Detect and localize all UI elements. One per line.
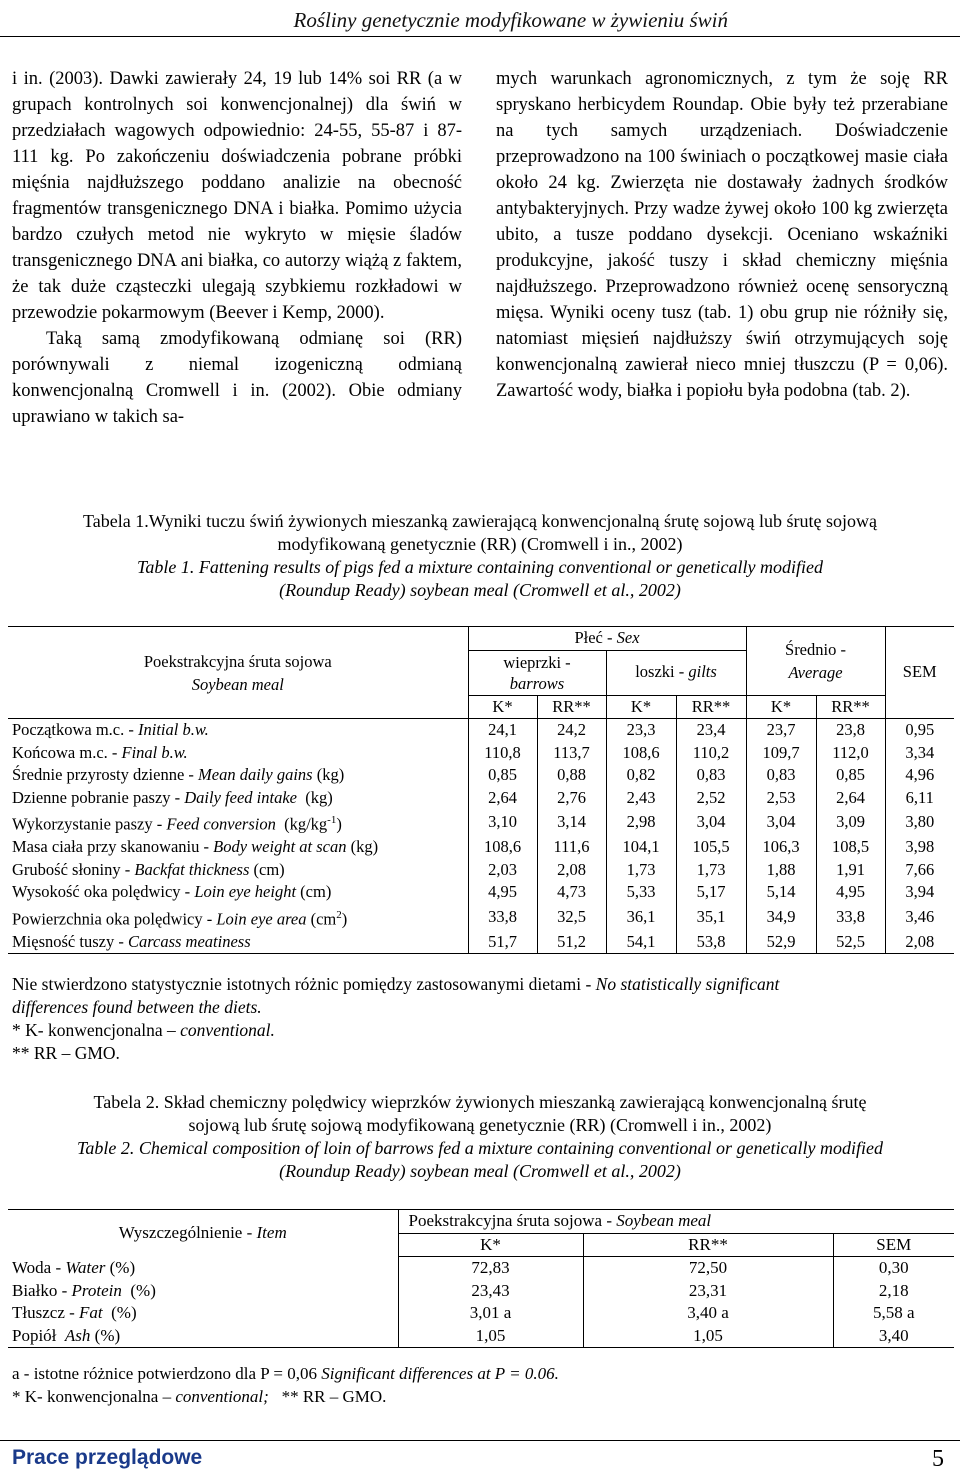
- table1-rr-average: RR**: [816, 695, 885, 719]
- table1-row-label: [8, 764, 468, 787]
- table1-row-label: [8, 904, 468, 931]
- table1-cell: 33,8: [816, 904, 885, 931]
- row-label-en: Daily feed intake: [184, 787, 297, 807]
- row-label-sup: 2: [336, 908, 342, 921]
- table1-cell: 32,5: [537, 904, 606, 931]
- table2-note-2-pl: * K- konwencjonalna –: [12, 1387, 176, 1406]
- row-label-unit: (kg): [346, 837, 379, 856]
- row-label-en: Ash: [64, 1325, 91, 1345]
- table2-note-1-pl: a - istotne różnice potwierdzono dla P = 0,06: [12, 1364, 322, 1383]
- row-label-pl: Wykorzystanie paszy -: [12, 814, 167, 834]
- page-footer: [0, 1440, 960, 1479]
- table1-cell: 111,6: [537, 836, 606, 859]
- table1-cell: 52,5: [816, 931, 885, 954]
- table1-cell: 108,6: [468, 836, 537, 859]
- table1-cell: 35,1: [676, 904, 746, 931]
- running-header: [0, 0, 960, 38]
- row-label-unit: (%): [102, 1303, 137, 1322]
- row-label-en: Initial b.w.: [138, 720, 209, 739]
- table2-cell: 1,05: [583, 1325, 833, 1348]
- table1-cell: 3,34: [905, 742, 935, 762]
- table1-cell: 3,14: [537, 809, 606, 836]
- table1-gilts-header: [606, 650, 746, 695]
- table1-cell: 2,43: [606, 787, 676, 810]
- table1-note-1-cont: differences found between the diets.: [12, 997, 262, 1017]
- table2-note-2-rest: ** RR – GMO.: [268, 1387, 387, 1406]
- table1-average-header: [746, 627, 885, 696]
- table2-cell: 72,50: [583, 1257, 833, 1280]
- row-label-unit: (cm): [249, 859, 285, 879]
- table1-row: [8, 787, 954, 810]
- table2-sem-header: SEM: [833, 1233, 954, 1257]
- table1-caption-pl-1: Tabela 1.Wyniki tuczu świń żywionych mieszanką zawierającą konwencjonalną śrutę sojową lub śrutę sojową: [83, 511, 877, 531]
- table1-cell: 23,7: [746, 719, 816, 742]
- table1-cell: 0,82: [606, 764, 676, 787]
- row-label-en: Loin eye height: [194, 882, 297, 901]
- header-rule: [0, 36, 960, 37]
- table1-cell: 2,53: [746, 787, 816, 810]
- table1-cell: 1,91: [816, 859, 885, 882]
- table1-row: [8, 859, 954, 882]
- left-paragraph-1: i in. (2003). Dawki zawierały 24, 19 lub 14% soi RR (a w grupach kontrolnych soi konwencjonalnej) dla świń w przedziałach wagowych odpowiednio: 24-55, 55-87 i 87-111 kg. Po zakończeniu doświadczenia pobrane próbki mięśnia najdłuższego poddano analizie na obecność fragmentów transgenicznego DNA i białka. Pomimo użycia bardzo czułych metod nie wykryto w mięsie śladów transgenicznego DNA ani białka, co autorzy wiążą z faktem, że tak duże cząsteczki ulegają szybkiemu rozkładowi w przewodzie pokarmowym (Beever i Kemp, 2000).: [12, 69, 462, 323]
- row-label-pl: Mięsność tuszy -: [12, 931, 128, 951]
- table2-body: [8, 1257, 954, 1348]
- table1-cell: 2,76: [537, 787, 606, 810]
- table1-cell: 1,88: [746, 859, 816, 882]
- page-number: 5: [932, 1446, 944, 1472]
- table1-barrows-pl: wieprzki -: [503, 652, 571, 672]
- row-label-pl: Początkowa m.c. -: [12, 720, 138, 739]
- table1-cell: 113,7: [537, 742, 606, 765]
- table1-cell: 105,5: [676, 836, 746, 859]
- row-label-en: Mean daily gains: [198, 765, 313, 784]
- row-label-unit: (kg): [312, 765, 345, 784]
- table1-cell: 2,08: [537, 859, 606, 882]
- table2-row-label: [8, 1325, 398, 1348]
- table1-note-1-pl: Nie stwierdzono statystycznie istotnych różnic pomiędzy zastosowanymi dietami -: [12, 974, 596, 994]
- table1-k-average: K*: [746, 695, 816, 719]
- row-label-pl: Białko -: [12, 1280, 72, 1300]
- table1-row-label: [8, 931, 468, 954]
- table1-k-barrows: K*: [468, 695, 537, 719]
- left-paragraph-2: Taką samą zmodyfikowaną odmianę soi (RR) porównywali z niemal izogeniczną odmianą konwencjonalną Cromwell i in. (2002). Obie odmiany uprawiano w takich sa-: [12, 329, 462, 427]
- row-label-en: Backfat thickness: [134, 859, 250, 879]
- table1-cell: 2,08: [885, 931, 954, 954]
- table1-cell: 3,10: [468, 809, 537, 836]
- row-label-unit: (kg): [296, 787, 333, 807]
- table1-cell: 51,2: [537, 931, 606, 954]
- table2-meal-en: Soybean meal: [616, 1211, 712, 1230]
- table1-cell: 106,3: [746, 836, 816, 859]
- row-label-en: Feed conversion: [166, 814, 276, 834]
- table2-row-label: [8, 1257, 398, 1280]
- row-label-en: Fat: [79, 1303, 103, 1322]
- table1-cell: 104,1: [606, 836, 676, 859]
- table1-cell: 3,09: [816, 809, 885, 836]
- table2-note-1: [12, 1362, 948, 1385]
- table1-cell: 0,88: [537, 764, 606, 787]
- table1-notes: [12, 973, 948, 1065]
- table2-note-1-en: Significant differences at P = 0.06.: [321, 1364, 559, 1383]
- row-label-unit: (%): [105, 1257, 136, 1277]
- table2-caption: [0, 1091, 960, 1183]
- table1-note-2-en: conventional.: [180, 1020, 275, 1040]
- row-label-pl: Średnie przyrosty dzienne -: [12, 765, 199, 784]
- table1-cell: 3,04: [746, 809, 816, 836]
- table1-cell: 6,11: [905, 787, 934, 807]
- table1-row: [8, 764, 954, 787]
- table1-cell: 2,03: [468, 859, 537, 882]
- table2-row-label: [8, 1302, 398, 1325]
- table1-note-1: [12, 973, 948, 996]
- table2-caption-en-1: Table 2. Chemical composition of loin of barrows fed a mixture containing conventional or genetically modified: [77, 1138, 883, 1158]
- table1-cell: 5,33: [606, 881, 676, 904]
- table1-sex-en: Sex: [616, 628, 640, 647]
- table1-row: [8, 836, 954, 859]
- table1-row-label: [8, 742, 468, 765]
- table1-cell: 110,8: [468, 742, 537, 765]
- table2: [8, 1209, 954, 1348]
- table2-item-en: Item: [256, 1223, 287, 1242]
- table1-gilts-pl: loszki -: [635, 662, 689, 682]
- table1-cell: 5,17: [676, 881, 746, 904]
- footer-rule: [0, 1440, 960, 1441]
- table1-cell: 4,95: [468, 881, 537, 904]
- table1-barrows-en: barrows: [509, 673, 565, 693]
- table1-cell: 0,83: [676, 764, 746, 787]
- table1-cell: 23,3: [606, 719, 676, 742]
- table1-row: [8, 809, 954, 836]
- table1-note-2: [12, 1019, 948, 1042]
- table2-note-2-en: conventional;: [175, 1387, 269, 1406]
- table1: [8, 626, 954, 954]
- table2-row: [8, 1325, 954, 1348]
- row-label-unit: (cm: [306, 909, 337, 928]
- row-label-pl: Końcowa m.c. -: [12, 742, 122, 762]
- row-label-pl: Wysokość oka polędwicy -: [12, 882, 195, 901]
- table2-rr-header: RR**: [583, 1233, 833, 1257]
- table1-cell: 1,73: [606, 859, 676, 882]
- row-label-sup: -1: [327, 814, 337, 826]
- table1-cell: 3,46: [905, 906, 935, 926]
- table1-cell: 34,9: [746, 904, 816, 931]
- table1-cell: 0,85: [816, 764, 885, 787]
- table1-cell: 23,8: [816, 719, 885, 742]
- table1-cell: 53,8: [676, 931, 746, 954]
- table1-k-gilts: K*: [606, 695, 676, 719]
- table1-cell: 109,7: [746, 742, 816, 765]
- row-label-pl: Woda -: [12, 1257, 66, 1277]
- table1-cell: 2,98: [606, 809, 676, 836]
- table1-cell: 1,73: [676, 859, 746, 882]
- table1-cell: 3,04: [676, 809, 746, 836]
- row-label-pl: Powierzchnia oka polędwicy -: [12, 909, 217, 928]
- table1-row: [8, 719, 954, 742]
- table1-caption-pl-2: modyfikowaną genetycznie (RR) (Cromwell i in., 2002): [277, 534, 683, 554]
- table1-cell: 0,83: [746, 764, 816, 787]
- table1-gilts-en: gilts: [688, 662, 717, 682]
- table2-item-pl: Wyszczególnienie -: [118, 1223, 257, 1242]
- table1-row: [8, 931, 954, 954]
- table1-row-label: [8, 859, 468, 882]
- table1-row: [8, 881, 954, 904]
- table1-cell: 33,8: [468, 904, 537, 931]
- table2-note-2: [12, 1385, 948, 1408]
- row-label-en: Carcass meatiness: [127, 931, 251, 951]
- row-label-pl: Dzienne pobranie paszy -: [12, 787, 185, 807]
- table1-cell: 24,2: [537, 719, 606, 742]
- row-label-unit: (cm): [296, 882, 332, 901]
- table1-cell: 52,9: [746, 931, 816, 954]
- table1-body: [8, 719, 954, 954]
- table1-cell: 108,6: [606, 742, 676, 765]
- table2-item-header: [8, 1210, 398, 1257]
- row-label-unit: (kg/kg: [275, 814, 328, 834]
- body-column-left: [12, 66, 462, 430]
- table2-cell: 0,30: [878, 1258, 909, 1277]
- table2-row: [8, 1280, 954, 1303]
- table1-sex-pl: Płeć -: [574, 628, 617, 647]
- table2-row: [8, 1257, 954, 1280]
- table1-cell: 108,5: [816, 836, 885, 859]
- table2-cell: 3,40 a: [583, 1302, 833, 1325]
- table2-cell: 72,83: [398, 1257, 583, 1280]
- row-label-pl: Tłuszcz -: [12, 1303, 80, 1322]
- table1-note-2-pl: * K- konwencjonalna –: [12, 1020, 181, 1040]
- table1-cell: 36,1: [606, 904, 676, 931]
- row-label-en: Water: [65, 1257, 106, 1277]
- row-label-en: Body weight at scan: [213, 837, 347, 856]
- table2-cell: 23,43: [398, 1280, 583, 1303]
- journal-section-name: Prace przeglądowe: [12, 1446, 203, 1469]
- table1-cell: 112,0: [816, 742, 885, 765]
- table1-cell: 3,80: [905, 812, 935, 832]
- table1-cell: 4,95: [816, 881, 885, 904]
- table1-barrows-header: [468, 650, 606, 695]
- row-label-pl: Grubość słoniny -: [12, 859, 135, 879]
- table1-cell: 0,95: [885, 719, 954, 742]
- table2-cell: 5,58 a: [872, 1303, 915, 1322]
- table1-item-header-pl: Poekstrakcyjna śruta sojowa: [143, 651, 332, 671]
- table1-cell: 23,4: [676, 719, 746, 742]
- right-paragraph-1: mych warunkach agronomicznych, z tym że soję RR spryskano herbicydem Roundap. Obie były też przerabiane na tych samych urządzeniach. Doświadczenie przeprowadzono na 100 świniach o początkowej masie ciała około 24 kg. Zwierzęta nie dostawały żadnych środków antybakteryjnych. Przy wadze żywej około 100 kg zwierzęta ubito, a tusze poddano dysekcji. Oceniano wskaźniki produkcyjne, jakość tuszy i skład chemiczny mięśnia najdłuższego. Przeprowadzono również ocenę sensoryczną mięsa. Wyniki oceny tusz (tab. 1) obu grup nie różniły się, natomiast mięsień najdłuższy świń otrzymujących soję konwencjonalną zawierał nieco mniej tłuszczu (P = 0,06). Zawartość wody, białka i popiołu była podobna (tab. 2).: [496, 69, 948, 401]
- table1-cell: 4,73: [537, 881, 606, 904]
- table1-cell: 2,64: [468, 787, 537, 810]
- table1-sem-header: SEM: [885, 627, 954, 719]
- table1-item-header: [8, 627, 468, 719]
- row-label-en: Loin eye area: [216, 909, 307, 928]
- table1-cell: 7,66: [905, 859, 935, 879]
- row-label-pl: Masa ciała przy skanowaniu -: [12, 837, 214, 856]
- table2-meal-pl: Poekstrakcyjna śruta sojowa -: [408, 1211, 617, 1230]
- table2-caption-pl-2: sojową lub śrutę sojową modyfikowaną genetycznie (RR) (Cromwell i in., 2002): [188, 1115, 772, 1135]
- table1-cell: 3,94: [905, 882, 935, 901]
- table1-caption: [0, 510, 960, 602]
- table1-row-label: [8, 719, 468, 742]
- table1-row-label: [8, 787, 468, 810]
- table2-cell: 2,18: [878, 1280, 909, 1300]
- row-label-unit-close: ): [336, 814, 342, 834]
- table1-cell: 0,85: [468, 764, 537, 787]
- table1-caption-en-2: (Roundup Ready) soybean meal (Cromwell et al., 2002): [279, 580, 681, 600]
- table1-row: [8, 742, 954, 765]
- table2-k-header: K*: [398, 1233, 583, 1257]
- table1-cell: 51,7: [468, 931, 537, 954]
- table1-cell: 54,1: [606, 931, 676, 954]
- row-label-pl: Popiół: [12, 1325, 65, 1345]
- table1-cell: 110,2: [676, 742, 746, 765]
- table1-caption-en-1: Table 1. Fattening results of pigs fed a mixture containing conventional or genetically modified: [137, 557, 823, 577]
- table1-row-label: [8, 809, 468, 836]
- row-label-unit: (%): [90, 1325, 121, 1345]
- row-label-en: Final b.w.: [121, 742, 188, 762]
- table1-average-en: Average: [788, 662, 843, 682]
- row-label-en: Protein: [71, 1280, 122, 1300]
- table2-row: [8, 1302, 954, 1325]
- table2-meal-header: [398, 1210, 954, 1234]
- table2-cell: 23,31: [583, 1280, 833, 1303]
- row-label-unit: (%): [121, 1280, 156, 1300]
- table1-cell: 5,14: [746, 881, 816, 904]
- table1-cell: 2,64: [816, 787, 885, 810]
- table1-average-pl: Średnio -: [785, 639, 846, 659]
- running-title: Rośliny genetycznie modyfikowane w żywieniu świń: [293, 8, 728, 32]
- table1-item-header-en: Soybean meal: [191, 674, 284, 694]
- table1-cell: 2,52: [676, 787, 746, 810]
- table1-cell: 4,96: [905, 765, 935, 784]
- row-label-unit-close: ): [341, 909, 348, 928]
- body-column-right: [496, 66, 948, 404]
- table1-row-label: [8, 836, 468, 859]
- table1-sex-header: [468, 627, 746, 651]
- table2-notes: [12, 1362, 948, 1408]
- table1-cell: 3,98: [905, 837, 935, 856]
- table2-cell: 3,40: [833, 1325, 954, 1348]
- table1-row-label: [8, 881, 468, 904]
- table1-note-3: ** RR – GMO.: [12, 1043, 120, 1063]
- table1-row: [8, 904, 954, 931]
- table1-note-1-en-a: No statistically significant: [595, 974, 780, 994]
- table2-cell: 3,01 a: [398, 1302, 583, 1325]
- table2-caption-pl-1: Tabela 2. Skład chemiczny polędwicy wieprzków żywionych mieszanką zawierającą konwencjonalną śrutę: [93, 1092, 867, 1112]
- table1-cell: 24,1: [468, 719, 537, 742]
- table2-row-label: [8, 1280, 398, 1303]
- table2-caption-en-2: (Roundup Ready) soybean meal (Cromwell et al., 2002): [279, 1161, 681, 1181]
- table1-rr-gilts: RR**: [676, 695, 746, 719]
- table2-cell: 1,05: [398, 1325, 583, 1348]
- table1-rr-barrows: RR**: [537, 695, 606, 719]
